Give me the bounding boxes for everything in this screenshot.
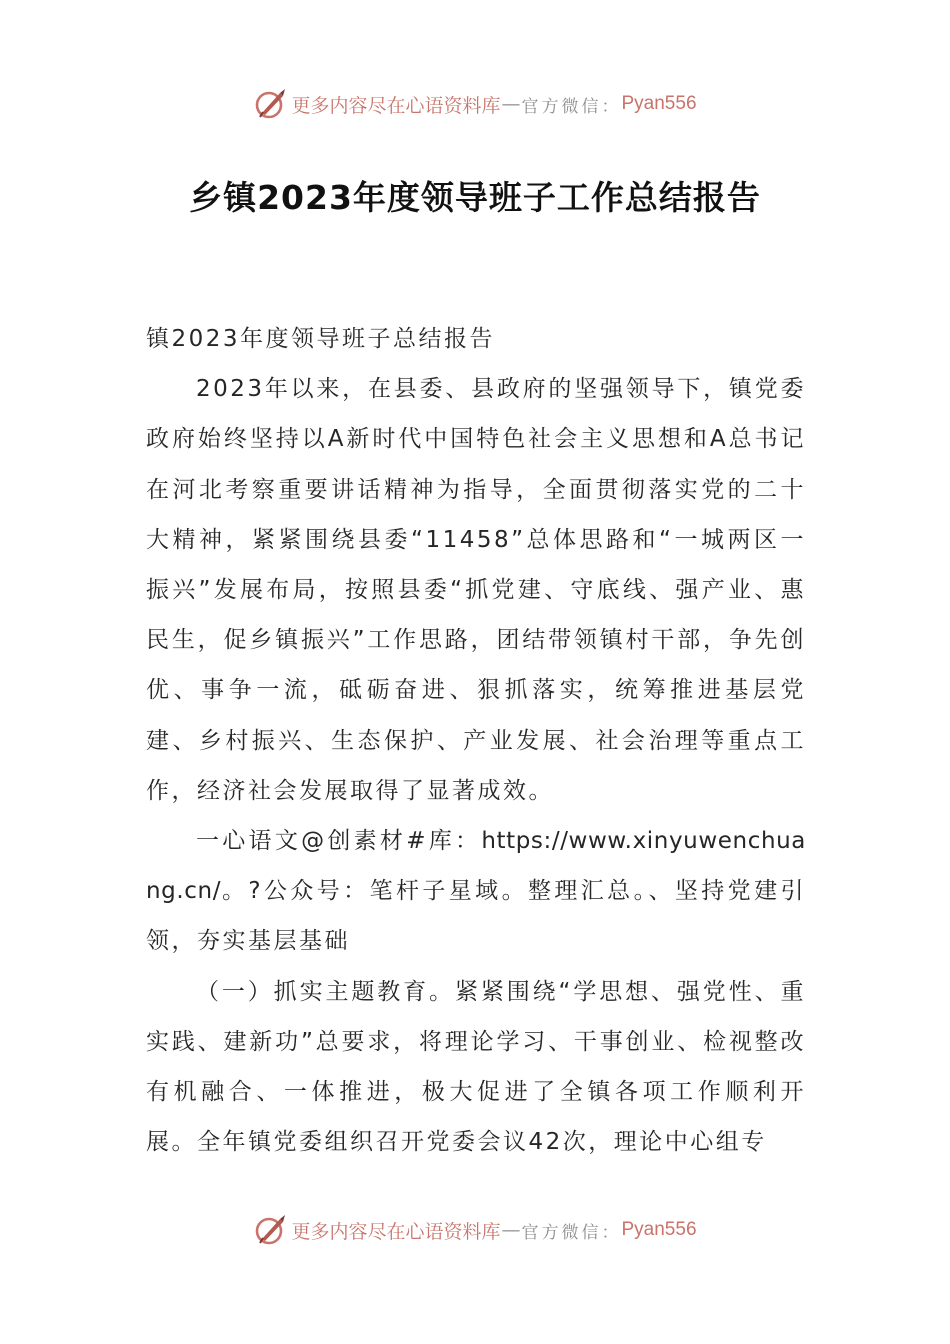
- watermark-handle: Pyan556: [621, 93, 697, 114]
- source-prefix: 一心语文@创素材#库：: [196, 828, 482, 855]
- watermark-footer: [0, 1210, 950, 1250]
- watermark-header: [0, 84, 950, 124]
- page-title: 乡镇2023年度领导班子工作总结报告: [189, 178, 761, 217]
- watermark-handle: Pyan556: [621, 1219, 697, 1240]
- source-suffix: 。?公众号：笔杆子星域。整理汇总。、坚持党建引领，夯实基层基础: [146, 878, 806, 955]
- watermark-dash: —: [501, 93, 521, 115]
- document-subtitle: 镇2023年度领导班子总结报告: [146, 326, 496, 352]
- paragraph-source: [146, 816, 806, 967]
- paragraph-intro: 2023年以来，在县委、县政府的坚强领导下，镇党委政府始终坚持以A新时代中国特色社会主义思想和A总书记在河北考察重要讲话精神为指导，全面贯彻落实党的二十大精神，紧紧围绕县委“11458”总体思路和“一城两区一振兴”发展布局，按照县委“抓党建、守底线、强产业、惠民生，促乡镇振兴”工作思路，团结带领镇村干部，争先创优、事争一流，砥砺奋进、狠抓落实，统筹推进基层党建、乡村振兴、生态保护、产业发展、社会治理等重点工作，经济社会发展取得了显著成效。: [146, 376, 806, 804]
- document-body: [146, 314, 806, 1167]
- watermark-official-label: 官方微信：: [521, 1222, 622, 1243]
- watermark-dash: —: [501, 1219, 521, 1241]
- quill-circle-icon: [253, 1212, 289, 1248]
- watermark-text: 更多内容尽在心语资料库: [291, 1220, 501, 1243]
- paragraph-theme-education: （一）抓实主题教育。紧紧围绕“学思想、强党性、重实践、建新功”总要求，将理论学习、干事创业、检视整改有机融合、一体推进，极大促进了全镇各项工作顺利开展。全年镇党委组织召开党委会议42次，理论中心组专: [146, 978, 806, 1156]
- watermark-text: 更多内容尽在心语资料库: [291, 94, 501, 117]
- quill-circle-icon: [253, 86, 289, 122]
- watermark-official-label: 官方微信：: [521, 96, 622, 117]
- source-url: https://www.xinyuwenchuang.cn/: [146, 828, 806, 905]
